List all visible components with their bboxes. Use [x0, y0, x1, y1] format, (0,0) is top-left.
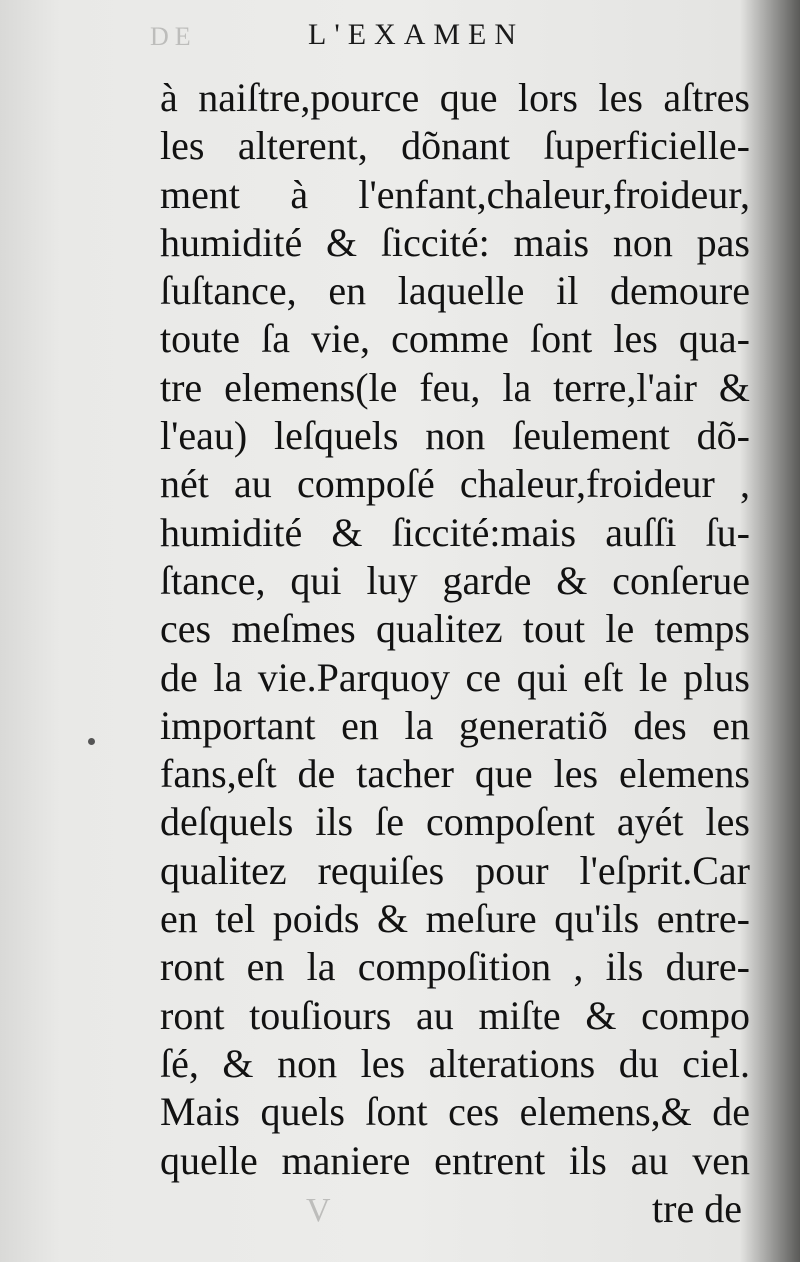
text-line: humidité & ſiccité:mais auſſi ſu- — [160, 509, 750, 555]
show-through-running-head: DE — [150, 22, 197, 51]
text-line: ront en la compoſition , ils dure- — [160, 944, 750, 990]
text-line: ſé, & non les alterations du ciel. — [160, 1040, 750, 1086]
text-line: ment à l'enfant,chaleur,froideur, — [160, 171, 750, 217]
text-line: tre elemens(le feu, la terre,l'air & — [160, 364, 750, 410]
text-line: toute ſa vie, comme ſont les qua- — [160, 316, 750, 362]
text-line: l'eau) leſquels non ſeulement dõ- — [160, 413, 750, 459]
body-text — [160, 74, 750, 1233]
text-line: à naiſtre,pource que lors les aſtres — [160, 75, 750, 120]
ink-speck — [88, 738, 95, 745]
text-line: nét au compoſé chaleur,froideur , — [160, 461, 750, 507]
running-head: L'EXAMEN — [308, 18, 525, 51]
text-line: ſtance, qui luy garde & conſerue — [160, 557, 750, 603]
show-through-signature: V — [306, 1192, 331, 1229]
text-line: deſquels ils ſe compoſent ayét les — [160, 799, 750, 845]
text-line: fans,eſt de tacher que les elemens — [160, 751, 750, 797]
text-line: Mais quels ſont ces elemens,& de — [160, 1089, 750, 1135]
text-line: quelle maniere entrent ils au ven — [160, 1137, 750, 1183]
text-line: les alterent, dõnant ſuperficielle- — [160, 123, 750, 169]
text-line: important en la generatiõ des en — [160, 702, 750, 748]
text-line: humidité & ſiccité: mais non pas — [160, 219, 750, 265]
text-line: ront touſiours au miſte & compo — [160, 992, 750, 1038]
catchword-line: tre de — [652, 1185, 742, 1231]
text-line: ſuſtance, en laquelle il demoure — [160, 268, 750, 314]
text-line: qualitez requiſes pour l'eſprit.Car — [160, 847, 750, 893]
text-line: en tel poids & meſure qu'ils entre- — [160, 896, 750, 942]
text-line: ces meſmes qualitez tout le temps — [160, 606, 750, 652]
text-line: de la vie.Parquoy ce qui eſt le plus — [160, 654, 750, 700]
